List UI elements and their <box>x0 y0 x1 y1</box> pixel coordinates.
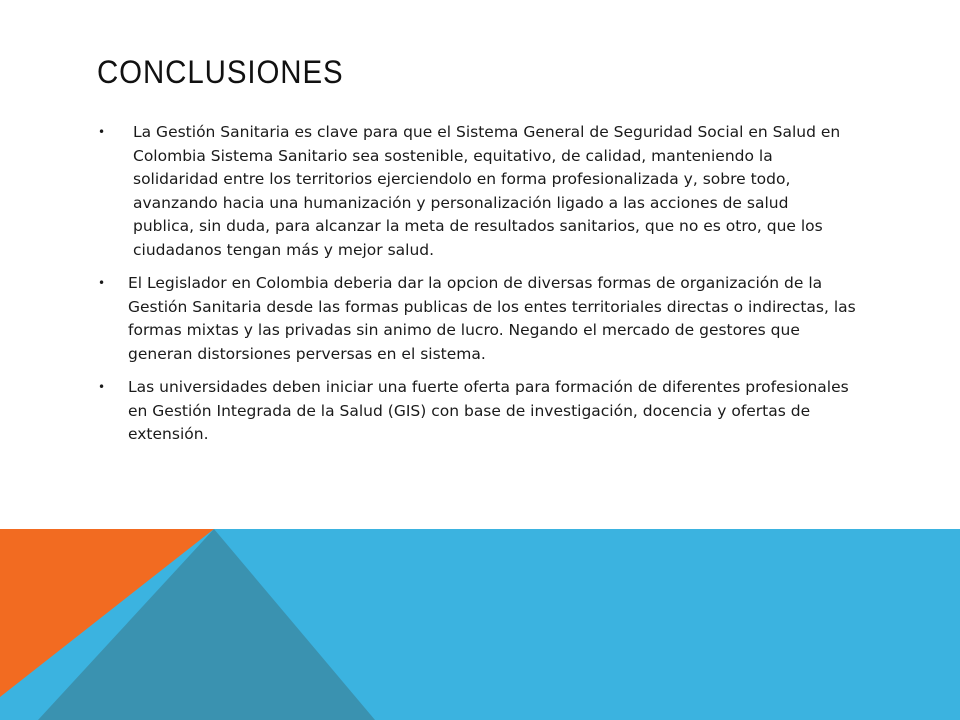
bullet-item <box>98 272 868 366</box>
band-teal-shape <box>38 529 375 720</box>
bullet-text: Las universidades deben iniciar una fuerte oferta para formación de diferentes profesionales en Gestión Integrada de la Salud (GIS) con base de investigación, docencia y ofertas de extensión. <box>128 378 849 443</box>
bullet-text: La Gestión Sanitaria es clave para que el Sistema General de Seguridad Social en Salud en Colombia Sistema Sanitario sea sostenible, equitativo, de calidad, manteniendo la solidaridad entre los territorios ejerciendolo en forma profesionalizada y, sobre todo, avanzando hacia una humanización y personalización ligado a las acciones de salud publica, sin duda, para alcanzar la meta de resultados sanitarios, que no es otro, que los ciudadanos tengan más y mejor salud. <box>133 123 841 259</box>
bullet-item <box>98 376 868 447</box>
slide-title: CONCLUSIONES <box>97 54 344 90</box>
bullet-list <box>98 121 868 457</box>
bullet-marker: • <box>98 125 106 139</box>
bullet-marker: • <box>98 380 106 394</box>
bullet-item <box>98 121 868 262</box>
bullet-text: El Legislador en Colombia deberia dar la opcion de diversas formas de organización de la Gestión Sanitaria desde las formas publicas de los entes territoriales directas o indirectas, las formas mixtas y las privadas sin animo de lucro. Negando el mercado de gestores que generan distorsiones perversas en el sistema. <box>128 274 856 363</box>
bullet-marker: • <box>98 276 106 290</box>
band-orange-shape <box>0 529 214 697</box>
band-blue-shape <box>0 529 960 720</box>
